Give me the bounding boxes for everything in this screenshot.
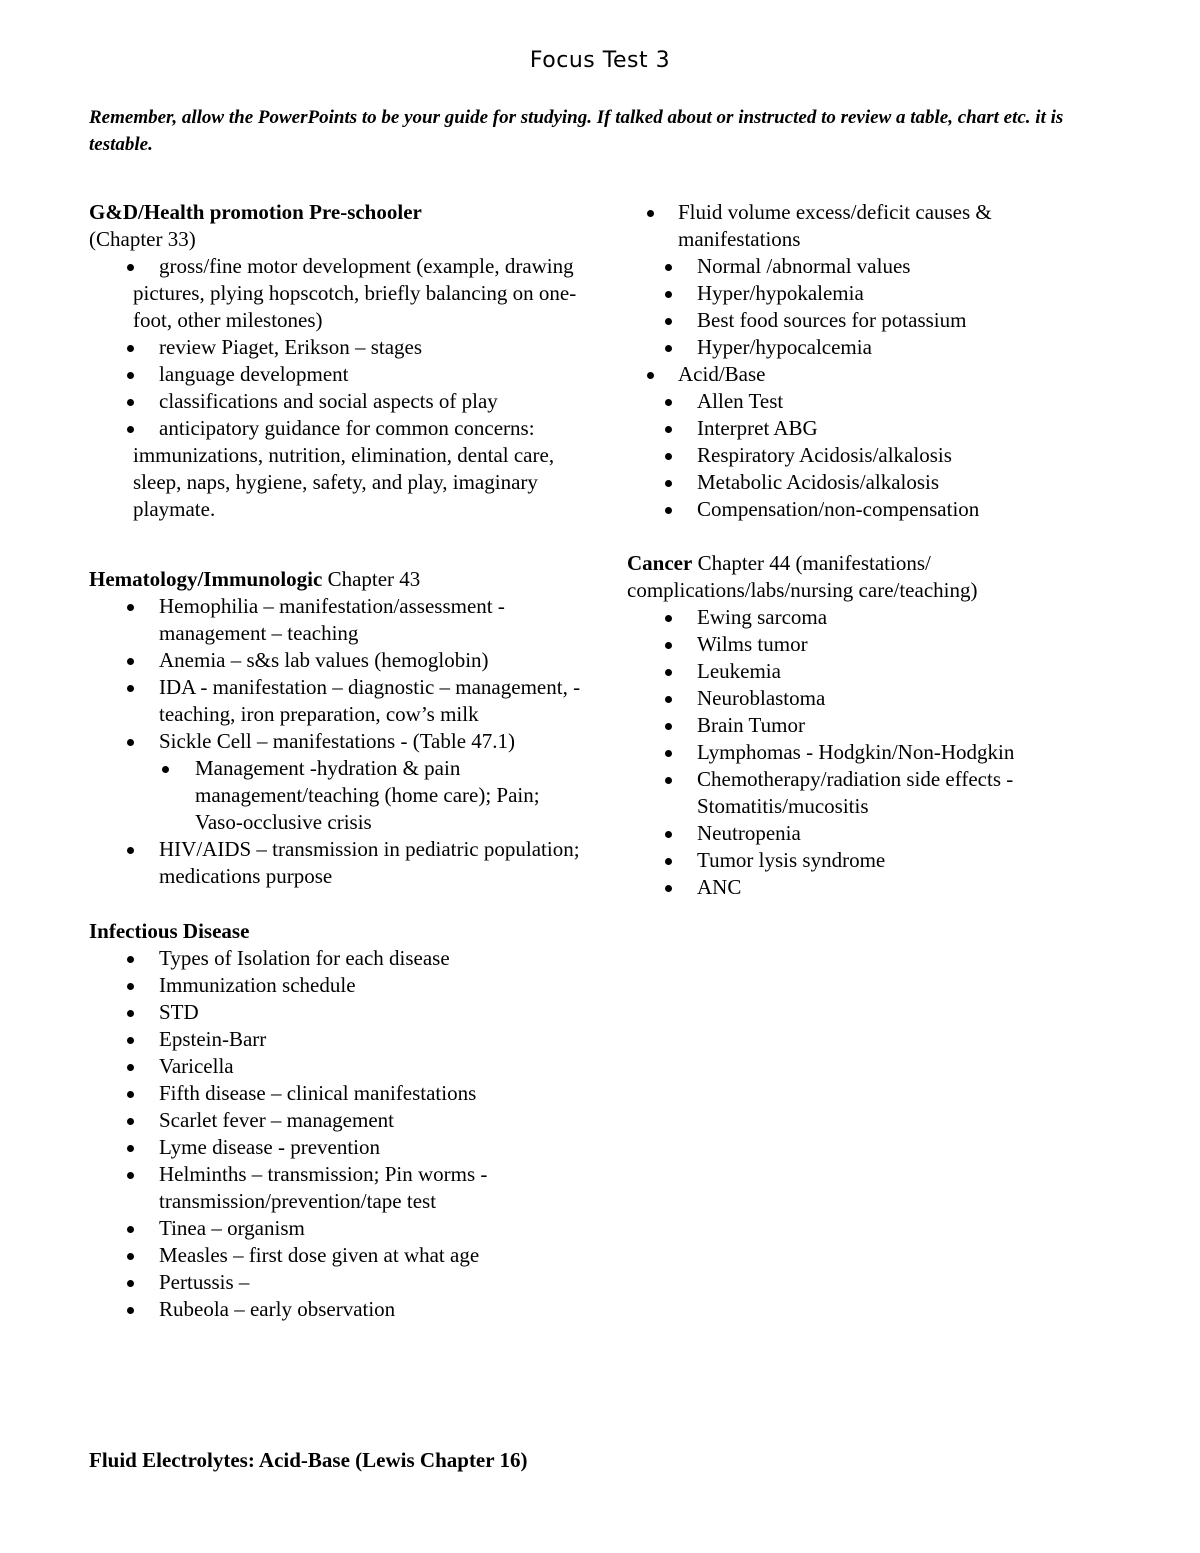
fluid-sublist [627, 253, 1097, 361]
list-item: Epstein-Barr [89, 1026, 589, 1053]
acid-base-sublist [627, 388, 1097, 523]
infectious-list [89, 945, 589, 1323]
section-heading-hematology: Hematology/Immunologic Chapter 43 [89, 567, 421, 591]
list-item: Pertussis – [89, 1269, 589, 1296]
list-item: Hyper/hypocalcemia [627, 334, 1097, 361]
list-item: Compensation/non-compensation [627, 496, 1097, 523]
section-subheading-chapter-33: (Chapter 33) [89, 227, 196, 251]
cancer-list [627, 604, 1097, 901]
list-item: Types of Isolation for each disease [89, 945, 589, 972]
list-item: Brain Tumor [627, 712, 1097, 739]
list-item: Normal /abnormal values [627, 253, 1097, 280]
list-item: Fluid volume excess/deficit causes & manifestations [627, 199, 1097, 253]
list-item: Respiratory Acidosis/alkalosis [627, 442, 1097, 469]
list-item: Hyper/hypokalemia [627, 280, 1097, 307]
list-item: IDA - manifestation – diagnostic – management, - teaching, iron preparation, cow’s milk [89, 674, 589, 728]
list-item: Rubeola – early observation [89, 1296, 589, 1323]
list-item: Neuroblastoma [627, 685, 1097, 712]
section-heading-fluid-electrolytes: Fluid Electrolytes: Acid-Base (Lewis Chapter 16) [89, 1448, 528, 1472]
list-item: Helminths – transmission; Pin worms - transmission/prevention/tape test [89, 1161, 589, 1215]
list-item: Acid/Base [627, 361, 1097, 388]
list-item: anticipatory guidance for common concerns: immunizations, nutrition, elimination, dental care, sleep, naps, hygiene, safety, and play, imaginary playmate. [133, 415, 589, 523]
list-item: language development [133, 361, 589, 388]
list-item: Tumor lysis syndrome [627, 847, 1097, 874]
fluid-list [627, 199, 1097, 253]
page-title: Focus Test 3 [529, 48, 671, 73]
list-item: HIV/AIDS – transmission in pediatric population; medications purpose [89, 836, 589, 890]
list-item: STD [89, 999, 589, 1026]
list-item: Immunization schedule [89, 972, 589, 999]
list-item: Chemotherapy/radiation side effects - Stomatitis/mucositis [627, 766, 1097, 820]
sickle-cell-sublist [89, 755, 589, 836]
list-item: Hemophilia – manifestation/assessment - management – teaching [89, 593, 589, 647]
list-item: Fifth disease – clinical manifestations [89, 1080, 589, 1107]
left-column [89, 199, 589, 1323]
list-item: Neutropenia [627, 820, 1097, 847]
list-item: Lymphomas - Hodgkin/Non-Hodgkin [627, 739, 1097, 766]
list-item: Leukemia [627, 658, 1097, 685]
list-item: Best food sources for potassium [627, 307, 1097, 334]
section-heading-preschooler: G&D/Health promotion Pre-schooler [89, 200, 422, 224]
list-item: review Piaget, Erikson – stages [133, 334, 589, 361]
list-item: Anemia – s&s lab values (hemoglobin) [89, 647, 589, 674]
list-item: classifications and social aspects of play [133, 388, 589, 415]
study-note: Remember, allow the PowerPoints to be your guide for studying. If talked about or instructed to review a table, chart etc. it is testable. [89, 107, 1064, 155]
right-column [627, 199, 1097, 901]
acid-base-list [627, 361, 1097, 388]
list-item: Metabolic Acidosis/alkalosis [627, 469, 1097, 496]
list-item: Lyme disease - prevention [89, 1134, 589, 1161]
list-item: Ewing sarcoma [627, 604, 1097, 631]
list-item: Tinea – organism [89, 1215, 589, 1242]
section-heading-cancer: Cancer Chapter 44 (manifestations/ complications/labs/nursing care/teaching) [627, 551, 978, 602]
list-item: Interpret ABG [627, 415, 1097, 442]
list-item: Varicella [89, 1053, 589, 1080]
list-item: ANC [627, 874, 1097, 901]
list-item: Management -hydration & pain management/teaching (home care); Pain; Vaso-occlusive crisis [89, 755, 589, 836]
hematology-list-continued [89, 836, 589, 890]
list-item: Wilms tumor [627, 631, 1097, 658]
list-item: Allen Test [627, 388, 1097, 415]
list-item: gross/fine motor development (example, drawing pictures, plying hopscotch, briefly balancing on one-foot, other milestones) [133, 253, 589, 334]
list-item: Scarlet fever – management [89, 1107, 589, 1134]
section-heading-infectious: Infectious Disease [89, 919, 250, 943]
preschooler-list [89, 253, 589, 523]
list-item: Sickle Cell – manifestations - (Table 47.1) [89, 728, 589, 755]
hematology-list [89, 593, 589, 755]
list-item: Measles – first dose given at what age [89, 1242, 589, 1269]
